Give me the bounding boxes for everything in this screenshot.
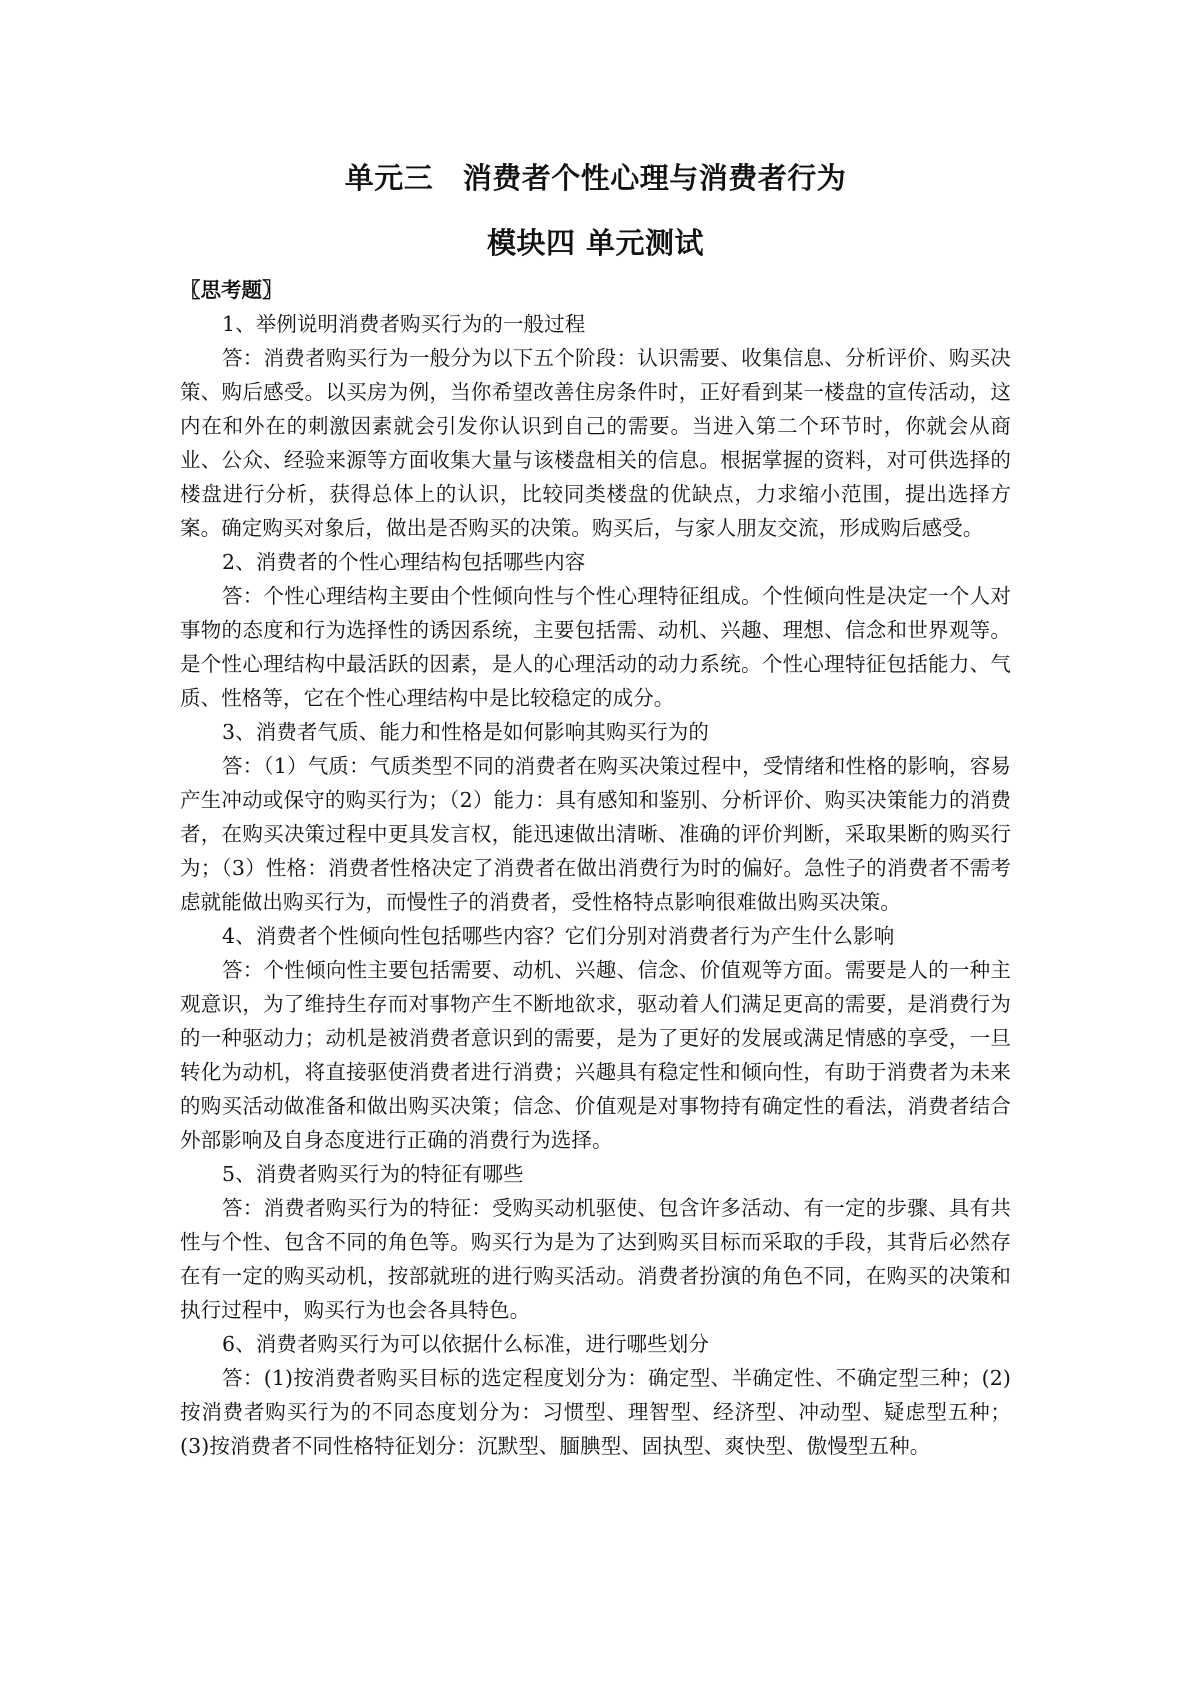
document-page: [180, 158, 1011, 1463]
question-2: 2、消费者的个性心理结构包括哪些内容: [222, 550, 586, 574]
section-heading: 〖思考题〗: [180, 278, 283, 302]
question-1: 1、举例说明消费者购买行为的一般过程: [222, 312, 586, 336]
answer-4: 答：个性倾向性主要包括需要、动机、兴趣、信念、价值观等方面。需要是人的一种主观意识，为了维持生存而对事物产生不断地欲求，驱动着人们满足更高的需要，是消费行为的一种驱动力；动机是被消费者意识到的需要，是为了更好的发展或满足情感的享受，一旦转化为动机，将直接驱使消费者进行消费；兴趣具有稳定性和倾向性，有助于消费者为未来的购买活动做准备和做出购买决策；信念、价值观是对事物持有确定性的看法，消费者结合外部影响及自身态度进行正确的消费行为选择。: [180, 958, 1011, 1152]
question-6: 6、消费者购买行为可以依据什么标准，进行哪些划分: [222, 1332, 709, 1356]
answer-2: 答：个性心理结构主要由个性倾向性与个性心理特征组成。个性倾向性是决定一个人对事物的态度和行为选择性的诱因系统，主要包括需、动机、兴趣、理想、信念和世界观等。是个性心理结构中最活跃的因素，是人的心理活动的动力系统。个性心理特征包括能力、气质、性格等，它在个性心理结构中是比较稳定的成分。: [180, 584, 1011, 710]
answer-5: 答：消费者购买行为的特征：受购买动机驱使、包含许多活动、有一定的步骤、具有共性与个性、包含不同的角色等。购买行为是为了达到购买目标而采取的手段，其背后必然存在有一定的购买动机，按部就班的进行购买活动。消费者扮演的角色不同，在购买的决策和执行过程中，购买行为也会各具特色。: [180, 1196, 1011, 1322]
document-title: 单元三 消费者个性心理与消费者行为: [344, 161, 847, 195]
question-3: 3、消费者气质、能力和性格是如何影响其购买行为的: [222, 720, 709, 744]
answer-3: 答：（1）气质：气质类型不同的消费者在购买决策过程中，受情绪和性格的影响，容易产生冲动或保守的购买行为；（2）能力：具有感知和鉴别、分析评价、购买决策能力的消费者，在购买决策过程中更具发言权，能迅速做出清晰、准确的评价判断，采取果断的购买行为；（3）性格：消费者性格决定了消费者在做出消费行为时的偏好。急性子的消费者不需考虑就能做出购买行为，而慢性子的消费者，受性格特点影响很难做出购买决策。: [180, 754, 1011, 914]
answer-1: 答：消费者购买行为一般分为以下五个阶段：认识需要、收集信息、分析评价、购买决策、购后感受。以买房为例，当你希望改善住房条件时，正好看到某一楼盘的宣传活动，这内在和外在的刺激因素就会引发你认识到自己的需要。当进入第二个环节时，你就会从商业、公众、经验来源等方面收集大量与该楼盘相关的信息。根据掌握的资料，对可供选择的楼盘进行分析，获得总体上的认识，比较同类楼盘的优缺点，力求缩小范围，提出选择方案。确定购买对象后，做出是否购买的决策。购买后，与家人朋友交流，形成购后感受。: [180, 346, 1011, 540]
question-4: 4、消费者个性倾向性包括哪些内容？它们分别对消费者行为产生什么影响: [222, 924, 895, 948]
document-subtitle: 模块四 单元测试: [486, 226, 705, 260]
answer-6: 答：(1)按消费者购买目标的选定程度划分为：确定型、半确定性、不确定型三种；(2)按消费者购买行为的不同态度划分为：习惯型、理智型、经济型、冲动型、疑虑型五种；(3)按消费者不同性格特征划分：沉默型、腼腆型、固执型、爽快型、傲慢型五种。: [180, 1366, 1011, 1458]
question-5: 5、消费者购买行为的特征有哪些: [222, 1162, 524, 1186]
